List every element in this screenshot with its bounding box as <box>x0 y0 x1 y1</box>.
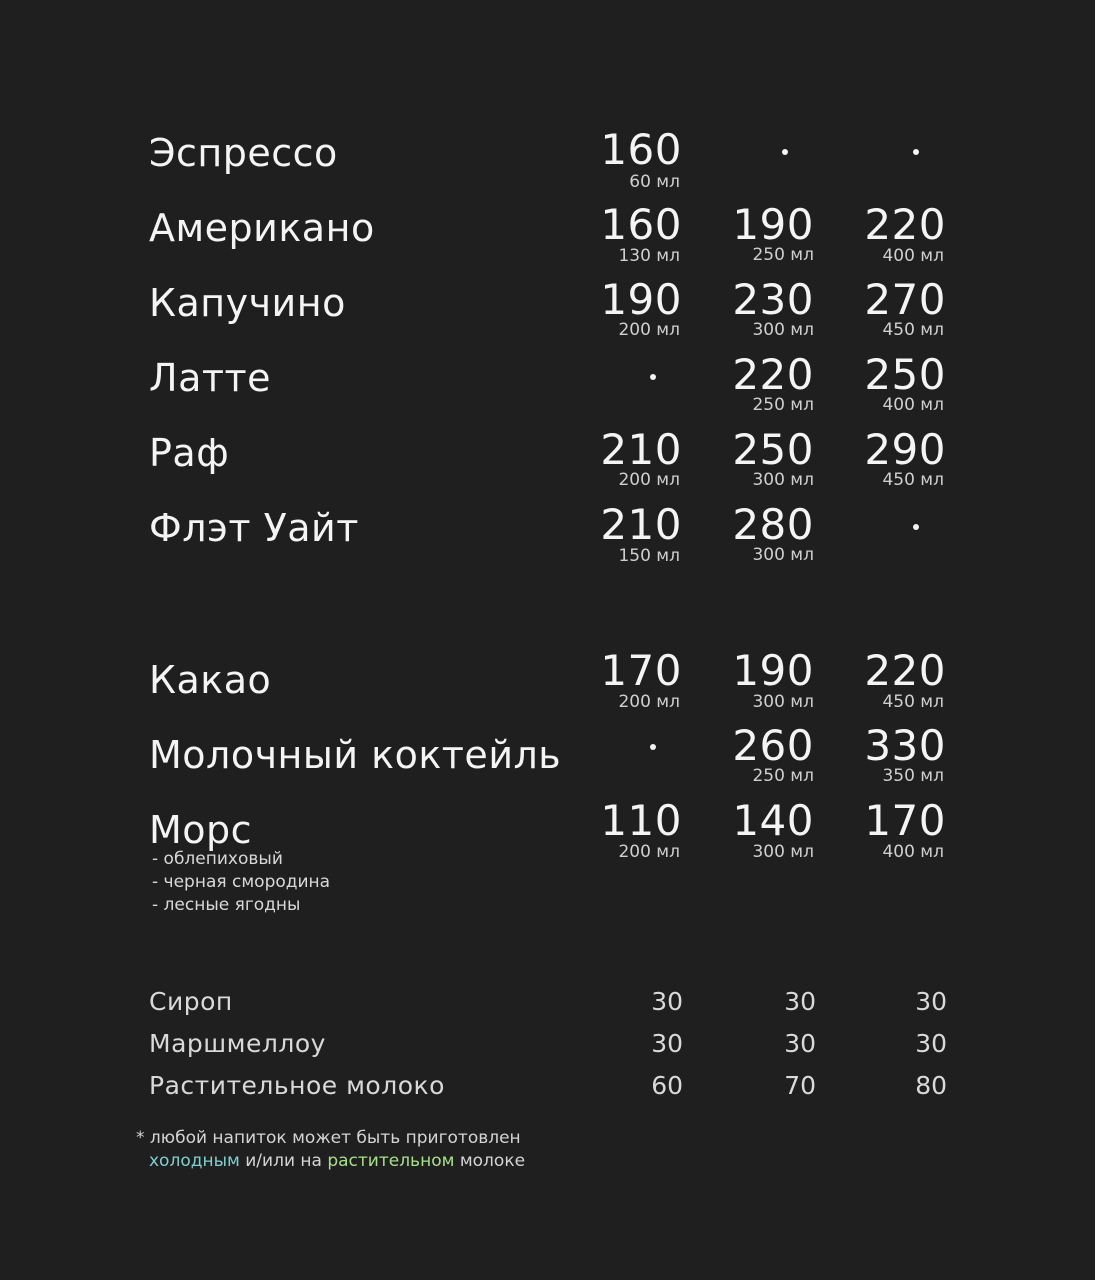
price-medium: 230 <box>732 275 814 324</box>
price-small: 170 <box>600 646 682 695</box>
extra-price-large: 80 <box>915 1071 947 1100</box>
price-medium: 140 <box>732 796 814 845</box>
price-small: 160 <box>600 125 682 174</box>
extra-price-medium: 70 <box>784 1071 816 1100</box>
extra-price-small: 60 <box>651 1071 683 1100</box>
price-large: 170 <box>864 796 946 845</box>
footnote-end: молоке <box>454 1151 526 1171</box>
volume-small: 200 мл <box>618 320 680 340</box>
mors-flavor: - лесные ягодны <box>152 895 301 915</box>
volume-small: 60 мл <box>629 172 680 192</box>
volume-small: 150 мл <box>618 546 680 566</box>
volume-large: 450 мл <box>882 470 944 490</box>
volume-small: 200 мл <box>618 842 680 862</box>
price-medium: 190 <box>732 200 814 249</box>
volume-large: 350 мл <box>882 766 944 786</box>
drink-name: Капучино <box>149 281 346 325</box>
volume-medium: 300 мл <box>752 842 814 862</box>
volume-medium: 250 мл <box>752 245 814 265</box>
drink-name: Морс <box>149 808 253 852</box>
price-large: 270 <box>864 275 946 324</box>
volume-medium: 300 мл <box>752 545 814 565</box>
price-medium: 260 <box>732 721 814 770</box>
extra-price-large: 30 <box>915 1029 947 1058</box>
price-large: 250 <box>864 350 946 399</box>
extra-price-small: 30 <box>651 987 683 1016</box>
volume-large: 450 мл <box>882 320 944 340</box>
unavailable-dot <box>913 149 919 155</box>
volume-small: 130 мл <box>618 246 680 266</box>
volume-medium: 300 мл <box>752 320 814 340</box>
volume-large: 400 мл <box>882 842 944 862</box>
volume-medium: 250 мл <box>752 395 814 415</box>
volume-small: 200 мл <box>618 692 680 712</box>
volume-large: 400 мл <box>882 246 944 266</box>
volume-medium: 250 мл <box>752 766 814 786</box>
drink-name: Молочный коктейль <box>149 733 562 777</box>
price-large: 220 <box>864 646 946 695</box>
extra-price-large: 30 <box>915 987 947 1016</box>
extra-name: Маршмеллоу <box>149 1029 326 1058</box>
price-small: 210 <box>600 425 682 474</box>
price-small: 160 <box>600 200 682 249</box>
drink-name: Эспрессо <box>149 131 338 175</box>
volume-large: 450 мл <box>882 692 944 712</box>
volume-small: 200 мл <box>618 470 680 490</box>
mors-flavor: - черная смородина <box>152 872 331 892</box>
price-medium: 190 <box>732 646 814 695</box>
unavailable-dot <box>782 149 788 155</box>
price-large: 220 <box>864 200 946 249</box>
extra-name: Растительное молоко <box>149 1071 445 1100</box>
extra-price-medium: 30 <box>784 987 816 1016</box>
volume-large: 400 мл <box>882 395 944 415</box>
price-large: 290 <box>864 425 946 474</box>
mors-flavor: - облепиховый <box>152 849 283 869</box>
footnote-middle: и/или на <box>239 1151 328 1171</box>
price-medium: 280 <box>732 500 814 549</box>
drink-name: Какао <box>149 658 272 702</box>
price-small: 110 <box>600 796 682 845</box>
price-medium: 250 <box>732 425 814 474</box>
cold-highlight: холодным <box>149 1151 240 1171</box>
extra-price-medium: 30 <box>784 1029 816 1058</box>
volume-medium: 300 мл <box>752 692 814 712</box>
price-medium: 220 <box>732 350 814 399</box>
drink-name: Раф <box>149 431 230 475</box>
price-small: 190 <box>600 275 682 324</box>
footnote-line-2 <box>149 1150 525 1173</box>
volume-medium: 300 мл <box>752 470 814 490</box>
extra-name: Сироп <box>149 987 233 1016</box>
plant-milk-highlight: растительном <box>327 1151 455 1171</box>
price-small: 210 <box>600 500 682 549</box>
unavailable-dot <box>913 524 919 530</box>
footnote-line-1: * любой напиток может быть приготовлен <box>136 1128 521 1148</box>
drink-name: Латте <box>149 356 272 400</box>
extra-price-small: 30 <box>651 1029 683 1058</box>
price-large: 330 <box>864 721 946 770</box>
drink-name: Флэт Уайт <box>149 506 359 550</box>
drink-name: Американо <box>149 206 375 250</box>
